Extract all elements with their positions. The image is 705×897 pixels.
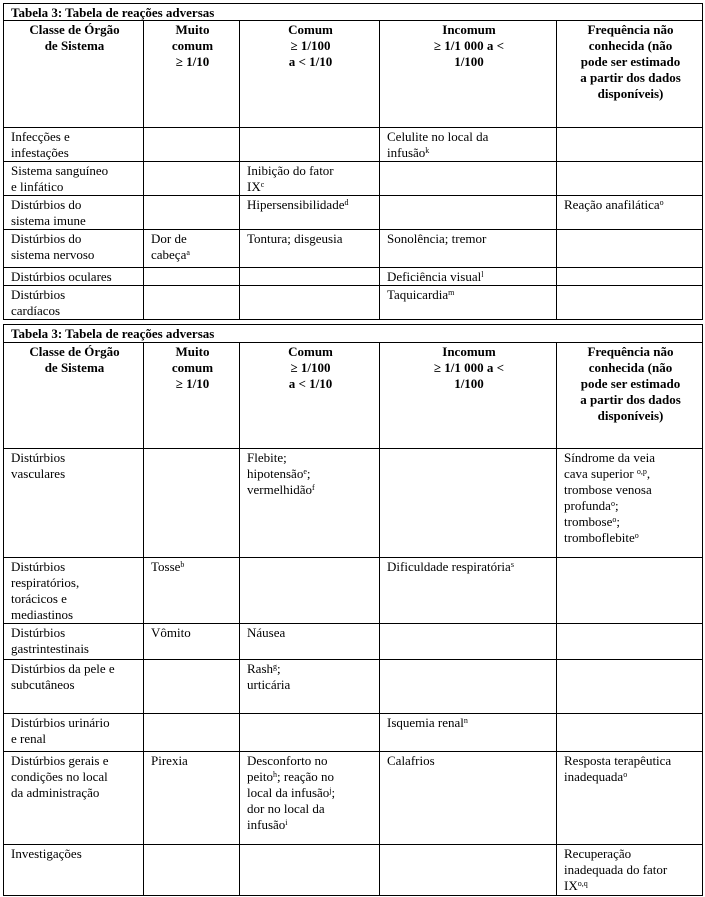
footnote-marker: g [273,662,277,671]
cell-text: Recuperação inadequada do fator IX [564,846,668,893]
system-organ-class-cell [4,752,144,845]
very-common-cell [144,624,240,660]
cell-text: Distúrbios do sistema imune [11,197,86,228]
table-row [4,449,703,558]
cell-text: Desconforto no peito [247,753,328,784]
footnote-marker: l [481,270,484,279]
system-organ-class-cell [4,230,144,268]
cell-text: Vômito [151,625,191,640]
header-system-organ-class: Classe de Órgão de Sistema [4,21,144,128]
footnote-marker: n [463,716,468,725]
common-cell [240,660,380,714]
system-organ-class-cell [4,558,144,624]
cell-text: Investigações [11,846,82,861]
cell-text: Deficiência visual [387,269,482,284]
common-cell [240,196,380,230]
cell-text: Inibição do fator IX [247,163,334,194]
header-system-organ-class: Classe de Órgão de Sistema [4,343,144,449]
cell-text: Distúrbios respiratórios, torácicos e mediastinos [11,559,80,622]
cell-text: ; tromboflebite [564,514,635,545]
footnote-marker: o,p [636,467,647,476]
common-cell [240,624,380,660]
table-row [4,268,703,286]
cell-text: Celulite no local da infusão [387,129,489,160]
uncommon-cell [380,660,557,714]
frequency-unknown-cell [557,558,703,624]
header-frequency-unknown: Frequência não conhecida (não pode ser estimado a partir dos dados disponíveis) [557,21,703,128]
cell-text: Distúrbios gastrintestinais [11,625,89,656]
cell-text: Flebite; hipotensão [247,450,304,481]
table-row [4,624,703,660]
footnote-marker: o [634,531,639,540]
footnote-marker: s [510,560,514,569]
table-row [4,752,703,845]
cell-text: ; urticária [247,661,291,692]
cell-text: ; reação no local da infusão [247,769,335,800]
cell-text: ; dor no local da infusão [247,785,336,832]
system-organ-class-cell [4,449,144,558]
table-row [4,162,703,196]
system-organ-class-cell [4,660,144,714]
uncommon-cell [380,449,557,558]
cell-text: Síndrome da veia cava superior [564,450,655,481]
uncommon-cell [380,845,557,896]
very-common-cell [144,286,240,320]
footnote-marker: k [425,146,430,155]
cell-text: Resposta terapêutica inadequada [564,753,672,784]
uncommon-cell [380,714,557,752]
cell-text: Dor de cabeça [151,231,187,262]
frequency-unknown-cell [557,286,703,320]
header-very-common: Muito comum ≥ 1/10 [144,21,240,128]
system-organ-class-cell [4,162,144,196]
cell-text: Hipersensibilidade [247,197,345,212]
cell-text: Rash [247,661,273,676]
system-organ-class-cell [4,196,144,230]
frequency-unknown-cell [557,660,703,714]
system-organ-class-cell [4,128,144,162]
frequency-unknown-cell [557,196,703,230]
cell-text: ; trombose [564,498,619,529]
very-common-cell [144,268,240,286]
frequency-unknown-cell [557,128,703,162]
table-row [4,660,703,714]
frequency-unknown-cell [557,845,703,896]
header-common: Comum ≥ 1/100 a < 1/10 [240,343,380,449]
uncommon-cell [380,286,557,320]
table-header-row [4,21,703,128]
cell-text: Distúrbios do sistema nervoso [11,231,95,262]
common-cell [240,714,380,752]
very-common-cell [144,196,240,230]
header-common: Comum ≥ 1/100 a < 1/10 [240,21,380,128]
frequency-unknown-cell [557,624,703,660]
adverse-reactions-table-part-1 [3,3,703,320]
uncommon-cell [380,558,557,624]
frequency-unknown-cell [557,752,703,845]
uncommon-cell [380,230,557,268]
cell-text: Pirexia [151,753,188,768]
footnote-marker: j [329,786,332,795]
cell-text: Dificuldade respiratória [387,559,511,574]
common-cell [240,128,380,162]
cell-text: ; vermelhidão [247,466,312,497]
footnote-marker: o [610,499,615,508]
frequency-unknown-cell [557,714,703,752]
frequency-unknown-cell [557,449,703,558]
very-common-cell [144,230,240,268]
frequency-unknown-cell [557,268,703,286]
cell-text: Isquemia renal [387,715,464,730]
cell-text: Distúrbios oculares [11,269,112,284]
footnote-marker: i [285,818,288,827]
system-organ-class-cell [4,624,144,660]
frequency-unknown-cell [557,162,703,196]
common-cell [240,230,380,268]
cell-text: Distúrbios vasculares [11,450,66,481]
adverse-reactions-table-part-2 [3,324,703,896]
table-row [4,558,703,624]
cell-text: , trombose venosa profunda [564,466,652,513]
cell-text: Tontura; disgeusia [247,231,343,246]
cell-text: Infecções e infestações [11,129,70,160]
footnote-marker: o,q [577,879,588,888]
footnote-marker: c [260,180,265,189]
cell-text: Distúrbios urinário e renal [11,715,110,746]
system-organ-class-cell [4,714,144,752]
cell-text: Taquicardia [387,287,449,302]
header-frequency-unknown: Frequência não conhecida (não pode ser estimado a partir dos dados disponíveis) [557,343,703,449]
system-organ-class-cell [4,845,144,896]
footnote-marker: e [303,467,307,476]
frequency-unknown-cell [557,230,703,268]
system-organ-class-cell [4,268,144,286]
footnote-marker: a [186,248,190,257]
very-common-cell [144,660,240,714]
cell-text: Calafrios [387,753,435,768]
footnote-marker: o [623,770,628,779]
uncommon-cell [380,752,557,845]
table-row [4,128,703,162]
common-cell [240,286,380,320]
footnote-marker: d [344,198,349,207]
footnote-marker: o [612,515,617,524]
header-uncommon: Incomum ≥ 1/1 000 a < 1/100 [380,343,557,449]
common-cell [240,162,380,196]
uncommon-cell [380,196,557,230]
header-very-common: Muito comum ≥ 1/10 [144,343,240,449]
very-common-cell [144,752,240,845]
common-cell [240,268,380,286]
table-row [4,845,703,896]
cell-text: Distúrbios da pele e subcutâneos [11,661,115,692]
common-cell [240,449,380,558]
uncommon-cell [380,162,557,196]
cell-text: Sistema sanguíneo e linfático [11,163,109,194]
footnote-marker: m [448,288,455,297]
cell-text: Distúrbios gerais e condições no local da administração [11,753,109,800]
uncommon-cell [380,268,557,286]
table-row [4,230,703,268]
common-cell [240,845,380,896]
very-common-cell [144,714,240,752]
footnote-marker: f [311,483,315,492]
cell-text: Tosse [151,559,181,574]
table-row [4,196,703,230]
table-title: Tabela 3: Tabela de reações adversas [4,325,703,343]
common-cell [240,752,380,845]
footnote-marker: b [180,560,185,569]
common-cell [240,558,380,624]
uncommon-cell [380,624,557,660]
footnote-marker: h [273,770,277,779]
system-organ-class-cell [4,286,144,320]
header-uncommon: Incomum ≥ 1/1 000 a < 1/100 [380,21,557,128]
table-header-row [4,343,703,449]
very-common-cell [144,845,240,896]
table-row [4,286,703,320]
cell-text: Náusea [247,625,286,640]
footnote-marker: o [659,198,664,207]
cell-text: Distúrbios cardíacos [11,287,66,318]
table-row [4,714,703,752]
very-common-cell [144,128,240,162]
uncommon-cell [380,128,557,162]
table-title: Tabela 3: Tabela de reações adversas [4,4,703,21]
very-common-cell [144,162,240,196]
very-common-cell [144,449,240,558]
very-common-cell [144,558,240,624]
cell-text: Reação anafilática [564,197,660,212]
cell-text: Sonolência; tremor [387,231,487,246]
